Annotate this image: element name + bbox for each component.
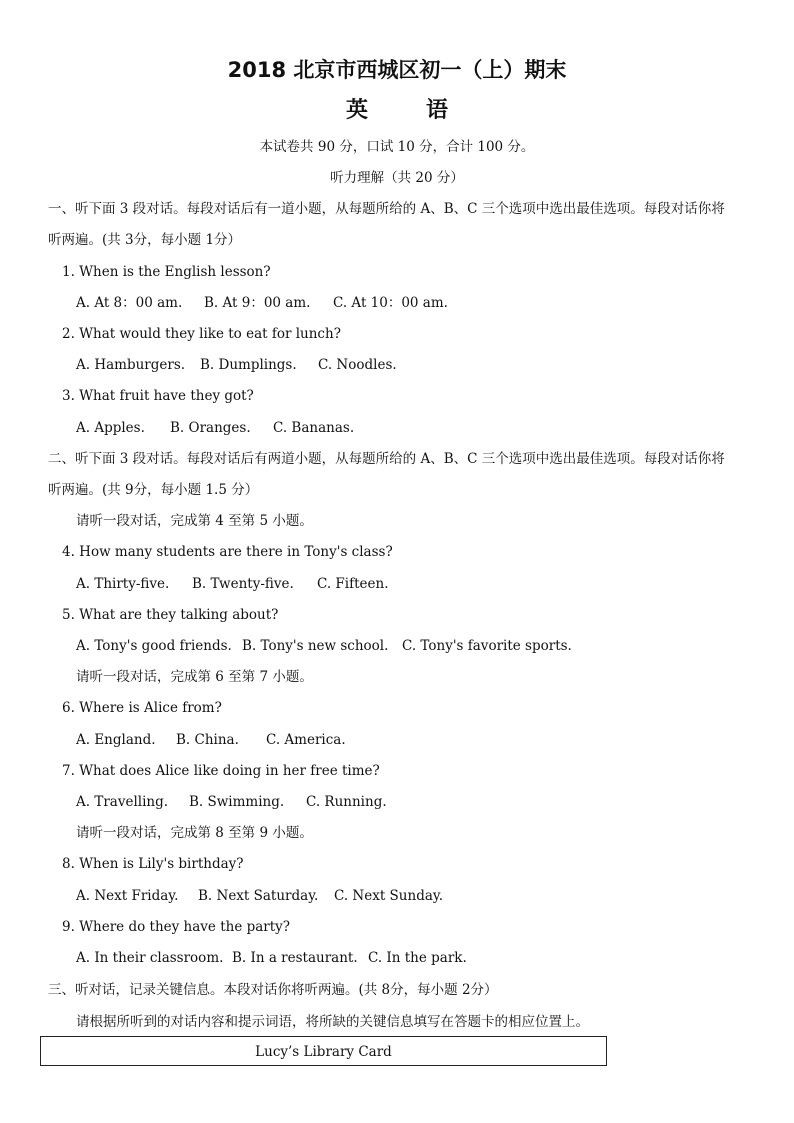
option-b: B. Twenty-five. bbox=[192, 576, 294, 592]
score-note: 本试卷共 90 分，口试 10 分，合计 100 分。 bbox=[259, 139, 535, 155]
question-1: 1. When is the English lesson? bbox=[62, 264, 271, 280]
option-b: B. Tony's new school. bbox=[242, 638, 389, 654]
question-4-options bbox=[76, 574, 764, 594]
option-c: C. At 10：00 am. bbox=[333, 295, 448, 311]
library-card-title: Lucy’s Library Card bbox=[255, 1044, 392, 1060]
option-a: A. At 8：00 am. bbox=[76, 295, 183, 311]
option-a: A. Apples. bbox=[76, 420, 145, 436]
section-title: 听力理解（共 20 分） bbox=[330, 170, 464, 186]
question-4: 4. How many students are there in Tony's class? bbox=[62, 544, 393, 560]
option-c: C. Noodles. bbox=[318, 357, 397, 373]
option-b: B. At 9：00 am. bbox=[204, 295, 311, 311]
question-8-options bbox=[76, 886, 764, 906]
option-c: C. Next Sunday. bbox=[334, 888, 444, 904]
part2-instruction-line2: 听两遍。(共 9分，每小题 1.5 分） bbox=[48, 482, 259, 498]
question-6-options bbox=[76, 730, 764, 750]
option-a: A. Hamburgers. bbox=[76, 357, 186, 373]
question-6: 6. Where is Alice from? bbox=[62, 700, 222, 716]
question-8: 8. When is Lily's birthday? bbox=[62, 856, 244, 872]
option-c: C. Bananas. bbox=[273, 420, 355, 436]
dialog-3-note: 请听一段对话，完成第 8 至第 9 小题。 bbox=[76, 825, 313, 841]
dialog-1-note: 请听一段对话，完成第 4 至第 5 小题。 bbox=[76, 513, 313, 529]
question-2-options bbox=[76, 355, 764, 375]
option-a: A. Tony's good friends. bbox=[76, 638, 232, 654]
option-c: C. In the park. bbox=[368, 950, 467, 966]
question-7-options bbox=[76, 792, 764, 812]
option-a: A. Thirty-five. bbox=[76, 576, 170, 592]
option-b: B. Swimming. bbox=[189, 794, 285, 810]
part1-instruction-line1: 一、听下面 3 段对话。每段对话后有一道小题，从每题所给的 A、B、C 三个选项中选出最佳选项。每段对话你将 bbox=[48, 201, 725, 217]
option-b: B. Oranges. bbox=[170, 420, 251, 436]
question-9: 9. Where do they have the party? bbox=[62, 919, 291, 935]
option-a: A. England. bbox=[76, 732, 156, 748]
question-7: 7. What does Alice like doing in her free time? bbox=[62, 763, 380, 779]
option-c: C. Running. bbox=[306, 794, 387, 810]
part1-instruction-line2: 听两遍。(共 3分，每小题 1分） bbox=[48, 232, 242, 248]
option-c: C. Tony's favorite sports. bbox=[402, 638, 572, 654]
option-a: A. Travelling. bbox=[76, 794, 169, 810]
question-3-options bbox=[76, 418, 764, 438]
part3-instruction: 三、听对话，记录关键信息。本段对话你将听两遍。(共 8分，每小题 2分） bbox=[48, 982, 498, 998]
option-a: A. Next Friday. bbox=[76, 888, 179, 904]
option-b: B. In a restaurant. bbox=[232, 950, 358, 966]
exam-subject: 英语 bbox=[345, 97, 506, 123]
question-5: 5. What are they talking about? bbox=[62, 607, 279, 623]
part3-sub-instruction: 请根据所听到的对话内容和提示词语，将所缺的关键信息填写在答题卡的相应位置上。 bbox=[76, 1014, 589, 1030]
question-3: 3. What fruit have they got? bbox=[62, 388, 254, 404]
option-b: B. China. bbox=[176, 732, 239, 748]
question-2: 2. What would they like to eat for lunch? bbox=[62, 326, 341, 342]
option-b: B. Next Saturday. bbox=[198, 888, 319, 904]
option-b: B. Dumplings. bbox=[200, 357, 297, 373]
part2-instruction-line1: 二、听下面 3 段对话。每段对话后有两道小题，从每题所给的 A、B、C 三个选项中选出最佳选项。每段对话你将 bbox=[48, 451, 725, 467]
exam-title: 2018 北京市西城区初一（上）期末 bbox=[227, 58, 567, 82]
question-9-options bbox=[76, 948, 764, 968]
question-5-options bbox=[76, 636, 764, 656]
question-1-options bbox=[76, 293, 764, 313]
library-card-table bbox=[40, 1036, 607, 1066]
option-a: A. In their classroom. bbox=[76, 950, 224, 966]
option-c: C. Fifteen. bbox=[317, 576, 389, 592]
dialog-2-note: 请听一段对话，完成第 6 至第 7 小题。 bbox=[76, 669, 313, 685]
option-c: C. America. bbox=[266, 732, 346, 748]
